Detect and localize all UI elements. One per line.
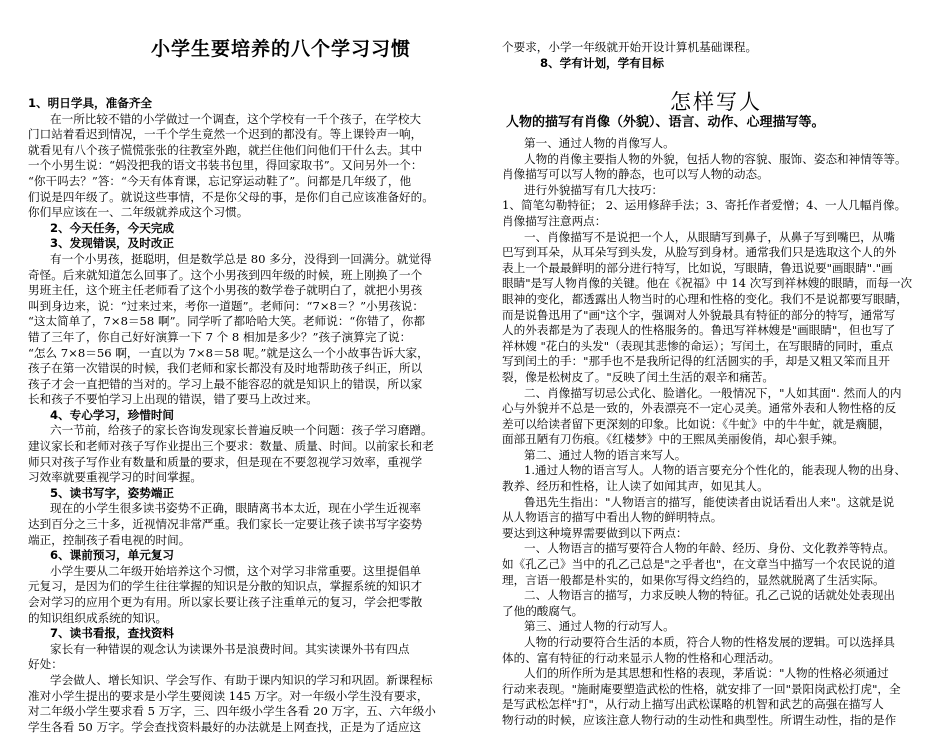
- text-line: 错了三年了，你自己好好演算一下 7 个 8 相加是多少？”孩子演算完了说：: [28, 329, 412, 344]
- text-line: 二、肖像描写切忌公式化、脸谱化。一般情况下，"人如其面". 然而人的内: [524, 385, 902, 400]
- text-line: 现在的小学生很多读书姿势不正确，眼睛离书本太近，现在小学生近视率: [50, 501, 422, 516]
- text-line: 二、人物语言的描写，力求反映人物的特征。孔乙己说的话就处处表现出: [524, 588, 896, 603]
- text-line: 5、读书写字，姿势端正: [50, 485, 175, 500]
- text-line: 学会做人、增长知识、学会写作、有助于课内知识的学习和巩固。新课程标: [50, 672, 433, 687]
- text-line: 人们的所作所为是其思想和性格的表现，茅盾说："人物的性格必须通过: [524, 666, 889, 681]
- text-line: 1、简笔勾勒特征； 2、运用修辞手法；3、寄托作者爱憎；4、一人几幅肖像。: [502, 198, 907, 213]
- text-line: “这太简单了，7×8＝58 啊”。同学听了都哈哈大笑。老师说：“你错了，你都: [28, 314, 425, 329]
- text-line: 差可以给读者留下更深刻的印象。比如说：《牛虻》中的牛牛虻，就是瘸腿，: [502, 416, 891, 431]
- text-line: 们说是四年级了。就说这些事情，不是你父母的事，是你们自己应该准备好的。: [28, 189, 434, 204]
- text-line: 叫到身边来，说：“过来过来，考你一道题”。老师问：“7×8＝？”小男孩说：: [28, 298, 424, 313]
- text-line: 建议家长和老师对孩子写作业提出三个要求：数量、质量、时间。以前家长和老: [28, 439, 434, 454]
- text-line: 第二、通过人物的语言来写人。: [524, 447, 687, 462]
- text-line: 了他的酸腐气。: [502, 603, 584, 618]
- text-line: 1、明日学具，准备齐全: [28, 96, 153, 110]
- text-line: 学生各看 50 万字。学会查找资料最好的办法就是上网查找，正是为了适应这: [28, 719, 422, 734]
- text-line: 一个小男生说：“妈没把我的语文书装书包里，得回家取书”。又问另外一个：: [28, 158, 423, 173]
- text-line: 准对小学生提出的要求是小学生要阅读 145 万字。对一年级小学生没有要求，: [28, 688, 429, 703]
- left-body: [28, 96, 474, 735]
- text-line: 物行动的时候，应该注意人物行动的生动性和典型性。所谓生动性，指的是作: [502, 712, 897, 727]
- right-body: [502, 136, 930, 729]
- text-line: 裂，像是松树皮了。"反映了闰土生活的艰辛和痛苦。: [502, 369, 774, 384]
- text-line: 3、发现错误，及时改正: [50, 236, 175, 251]
- text-line: 鲁迅先生指出："人物语言的描写，能使读者由说话看出人来"。这就是说: [524, 494, 895, 509]
- text-line: 好处：: [28, 657, 63, 672]
- text-line: 孩子在第一次错误的时候，我们老师和家长都没有及时地帮助孩子纠正，所以: [28, 361, 423, 376]
- text-line: 6、课前预习，单元复习: [50, 548, 175, 563]
- text-line: 从人物语言的描写中看出人物的鲜明特点。: [502, 510, 723, 525]
- text-line: 六一节前，给孩子的家长咨询发现家长普遍反映一个问题：孩子学习磨蹭。: [50, 423, 433, 438]
- text-line: 8、学有计划，学有目标: [540, 55, 665, 70]
- article-title: 小学生要培养的八个学习习惯: [151, 38, 412, 60]
- text-line: 人物的行动要符合生活的本质，符合人物的性格发展的逻辑。可以选择具: [524, 635, 896, 649]
- text-line: 个要求，小学一年级就开始开设计算机基础课程。: [502, 40, 758, 54]
- text-line: 就看见有八个孩子慌慌张张的往教室外跑，就拦住他们问他们干什么去。其中: [28, 142, 423, 157]
- text-line: 小学生要从二年级开始培养这个习惯，这个对学习非常重要。这里提倡单: [50, 563, 422, 578]
- text-line: 肖像描写可以写人物的静态，也可以写人物的动态。: [502, 167, 769, 182]
- text-line: 眼神的变化，都透露出人物当时的心理和性格的变化。我们不是说都要写眼睛，: [502, 291, 908, 306]
- text-line: 心与外貌并不总是一致的，外表漂亮不一定心灵美。通常外表和人物性格的反: [502, 401, 897, 416]
- text-line: 4、专心学习，珍惜时间: [50, 407, 175, 422]
- text-line: 是写武松怎样"打"，从行动上描写出武松谋略的机智和武艺的高强在描写人: [502, 697, 884, 712]
- text-line: 习效率就要重视学习的时间掌握。: [28, 470, 202, 485]
- right-top-body: [502, 40, 930, 71]
- text-line: 面部丑陋有刀伤痕。《红楼梦》中的王熙凤美丽俊俏，却心狠手辣。: [502, 432, 845, 447]
- text-line: 眼睛"是写人物肖像的关键。他在《祝福》中 14 次写到祥林嫂的眼睛，而每一次: [502, 276, 913, 291]
- text-line: 祥林嫂 "花白的头发"（表现其悲惨的命运）；写闰土，在写眼睛的同时，重点: [502, 338, 894, 353]
- text-line: 2、今天任务，今天完成: [50, 220, 175, 235]
- text-line: 会对学习的应用个更为有用。所以家长要让孩子注重单元的复习，学会把零散: [28, 595, 423, 609]
- text-line: 而是说鲁迅用了"画"这个字，强调对人外貌最具有特征的部分的特写，通常写: [502, 307, 896, 322]
- text-line: “怎么 7×8＝56 啊，一直以为 7×8＝58 呢。”就是这么一个小故事告诉大家，: [28, 345, 429, 360]
- text-line: 门口站着看迟到情况，一千个学生竟然一个迟到的都没有。等上课铃声一响，: [28, 127, 423, 142]
- text-line: “你干吗去？”答：“今天有体育课，忘记穿运动鞋了”。问都是几年级了，他: [28, 173, 412, 188]
- text-line: 巴写到耳朵，从耳朵写到头发，从脸写到身材。通常我们只是选取这个人的外: [502, 245, 897, 260]
- text-line: 一、人物语言的描写要符合人物的年龄、经历、身份、文化教养等特点。: [524, 541, 896, 556]
- text-line: 1.通过人物的语言写人。人物的语言要充分个性化的，能表现人物的出身、: [524, 463, 907, 478]
- text-line: 达到百分之三十多，近视情况非常严重。我们家长一定要让孩子读书写字姿势: [28, 517, 423, 532]
- text-line: 体的、富有特征的行动来显示人物的性格和心理活动。: [502, 650, 781, 665]
- section-title: 怎样写人: [670, 90, 762, 114]
- text-line: 的知识组织成系统的知识。: [28, 610, 168, 625]
- text-line: 端正，控制孩子看电视的时间。: [28, 532, 191, 547]
- text-line: 如《孔乙己》当中的孔乙己总是"之乎者也"，在文章当中描写一个农民说的道: [502, 557, 896, 572]
- text-line: 第三、通过人物的行动写人。: [524, 619, 675, 634]
- text-line: 写到闰土的手："那手也不是我所记得的红活圆实的手，却是又粗又笨而且开: [502, 354, 890, 369]
- text-line: 要达到这种境界需要做到以下两点：: [502, 525, 688, 540]
- text-line: 行动来表现。"施耐庵要塑造武松的性格，就安排了一回"景阳岗武松打虎"，全: [502, 681, 901, 696]
- text-line: 教养、经历和性格，让人读了如闻其声，如见其人。: [502, 479, 769, 494]
- text-line: 人物的肖像主要指人物的外貌，包括人物的容貌、服饰、姿态和神情等等。: [524, 151, 907, 166]
- text-line: 一、肖像描写不是说把一个人，从眼睛写到鼻子，从鼻子写到嘴巴，从嘴: [524, 229, 896, 244]
- text-line: 元复习，是因为们的学生往往掌握的知识是分散的知识点，掌握系统的知识才: [28, 579, 423, 594]
- text-line: 肖像描写注意两点：: [502, 213, 607, 228]
- text-line: 对二年级小学生要求看 5 万字，三、四年级小学生各看 20 万字，五、六年级小: [28, 704, 436, 719]
- text-line: 你们早应该在一、二年级就养成这个习惯。: [28, 205, 249, 220]
- text-line: 表上一个最最鲜明的部分进行特写，比如说，写眼睛，鲁迅说要"画眼睛"."画: [502, 260, 893, 275]
- text-line: 师只对孩子写作业有数量和质量的要求，但是现在不要忽视学习效率，重视学: [28, 454, 423, 469]
- text-line: 理，言语一般都是朴实的，如果你写得文绉绉的，显然就脱离了生活实际。: [502, 572, 885, 587]
- text-line: 第一、通过人物的肖像写人。: [524, 136, 675, 150]
- text-line: 有一个小男孩，挺聪明，但是数学总是 80 多分，没得到一回满分。就觉得: [50, 251, 432, 266]
- text-line: 长和孩子不要怕学习上出现的错误，错了要马上改过来。: [28, 392, 318, 407]
- section-subtitle: 人物的描写有肖像（外貌）、语言、动作、心理描写等。: [506, 115, 825, 130]
- text-line: 在一所比较不错的小学做过一个调查，这个学校有一千个孩子，在学校大: [50, 111, 422, 126]
- text-line: 孩子才会一直把错的当对的。学习上最不能容忍的就是知识上的错误，所以家: [28, 376, 423, 391]
- text-line: 家长有一种错误的观念认为读课外书是浪费时间。其实读课外书有四点: [50, 641, 410, 656]
- text-line: 人的外表都是为了表现人的性格服务的。鲁迅写祥林嫂是"画眼睛"，但也写了: [502, 323, 896, 338]
- text-line: 进行外貌描写有几大技巧：: [524, 182, 664, 197]
- text-line: 7、读书看报，查找资料: [50, 626, 175, 641]
- text-line: 男班主任，这个班主任老师看了这个小男孩的数学卷子就明白了，就把小男孩: [28, 283, 423, 298]
- text-line: 奇怪。后来就知道怎么回事了。这个小男孩到四年级的时候，班上刚换了一个: [28, 267, 423, 282]
